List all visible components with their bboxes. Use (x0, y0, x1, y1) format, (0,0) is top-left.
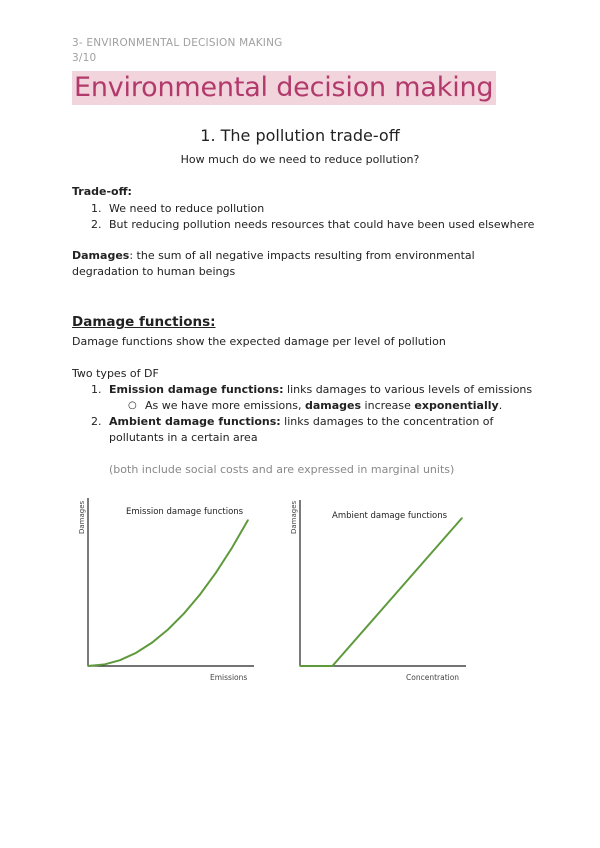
df-item-2-text: links damages to the concentration of (280, 415, 494, 428)
chart2-ylabel: Damages (290, 500, 298, 534)
chart2-series-line (300, 518, 462, 666)
tradeoff-label: Trade-off: (72, 185, 132, 198)
tradeoff-item-1: We need to reduce pollution (109, 202, 265, 215)
doc-page-number: 3/10 (72, 52, 97, 64)
types-label: Two types of DF (72, 367, 159, 380)
chart2-data-point (332, 665, 334, 667)
chart1-data-point (135, 652, 137, 654)
chart1-data-point (231, 547, 233, 549)
damage-functions-intro: Damage functions show the expected damage per level of pollution (72, 335, 446, 348)
section-heading: 1. The pollution trade-off (200, 126, 400, 145)
chart1-series-line (88, 520, 248, 666)
subpoint-bold-exponentially: exponentially (414, 399, 499, 412)
subpoint-text-1: As we have more emissions, (145, 399, 305, 412)
df-item-2-term: Ambient damage functions: (109, 415, 281, 428)
chart2-xlabel: Concentration (406, 673, 460, 682)
chart1-title: Emission damage functions (126, 507, 244, 517)
df-item-1-subpoint (145, 398, 502, 414)
title-highlight (72, 71, 496, 105)
tradeoff-item-2-number: 2. (91, 218, 102, 231)
chart2-data-point (299, 665, 301, 667)
chart2-data-point (461, 517, 463, 519)
chart2-title: Ambient damage functions (332, 511, 448, 521)
chart1-data-point (119, 659, 121, 661)
df-item-1-text: links damages to various levels of emissions (283, 383, 533, 396)
ambient-damage-chart (288, 494, 478, 690)
section-subtitle: How much do we need to reduce pollution? (180, 153, 420, 166)
sub-bullet-icon: ○ (128, 400, 137, 411)
damages-def-line1: : the sum of all negative impacts resulting from environmental (129, 249, 475, 262)
df-item-1 (109, 382, 532, 398)
chart1-data-point (103, 664, 105, 666)
df-item-1-number: 1. (91, 383, 102, 396)
subpoint-text-2: increase (361, 399, 415, 412)
df-item-2 (109, 414, 493, 430)
damages-def-line2: degradation to human beings (72, 265, 236, 278)
df-note: (both include social costs and are expressed in marginal units) (109, 463, 455, 476)
tradeoff-item-2: But reducing pollution needs resources that could have been used elsewhere (109, 218, 535, 231)
chart1-data-point (167, 629, 169, 631)
df-item-2-line2: pollutants in a certain area (109, 431, 258, 444)
damages-term: Damages (72, 249, 130, 262)
chart1-ylabel: Damages (78, 500, 86, 534)
tradeoff-item-1-number: 1. (91, 202, 102, 215)
subpoint-bold-damages: damages (304, 399, 362, 412)
page-title: Environmental decision making (74, 72, 494, 103)
chart1-data-point (215, 572, 217, 574)
doc-header-title: 3- ENVIRONMENTAL DECISION MAKING (72, 37, 283, 49)
df-item-2-number: 2. (91, 415, 102, 428)
chart1-data-point (183, 613, 185, 615)
chart1-data-point (151, 642, 153, 644)
chart1-data-point (247, 519, 249, 521)
chart1-data-point (199, 594, 201, 596)
damages-definition (72, 248, 475, 264)
chart1-xlabel: Emissions (210, 673, 248, 682)
subpoint-text-3: . (498, 399, 503, 412)
df-item-1-term: Emission damage functions: (109, 383, 284, 396)
damage-functions-heading: Damage functions: (72, 314, 216, 330)
emission-damage-chart (72, 490, 262, 690)
chart1-data-point (87, 665, 89, 667)
